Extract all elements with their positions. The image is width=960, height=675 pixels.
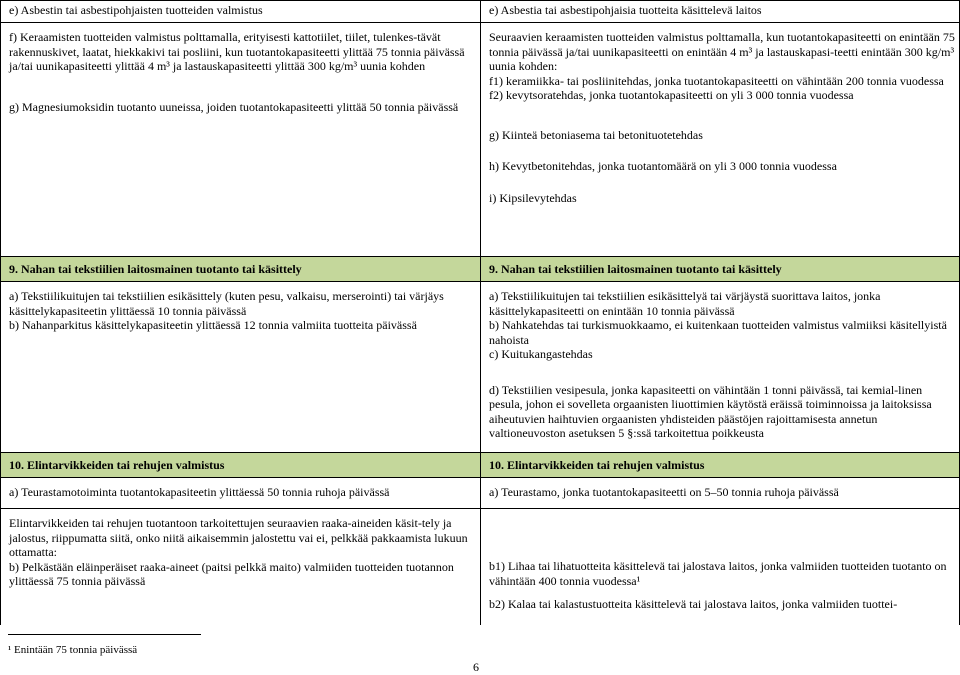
item-text: a) Tekstiilikuitujen tai tekstiilien esikäsittely (kuten pesu, valkaisu, merserointi) tai värjäys käsittelykapasiteetin ylittäessä 10 tonnia päivässä [9, 289, 444, 318]
item-text: b) Nahkatehdas tai turkismuokkaamo, ei kuitenkaan tuotteiden valmistus valmiiksi käsitellyistä nahoista [489, 318, 947, 347]
table-row [0, 478, 960, 509]
page-number: 6 [473, 660, 479, 674]
item-text: b) Pelkästään eläinperäiset raaka-aineet (paitsi pelkkä maito) valmiiden tuotteiden tuotannon ylittäessä 75 tonnia päivässä [9, 559, 454, 588]
footnote: ¹ Enintään 75 tonnia päivässä [8, 644, 138, 656]
section-header [481, 453, 960, 477]
item-text: f2) kevytsoratehdas, jonka tuotantokapasiteetti on yli 3 000 tonnia vuodessa [489, 88, 854, 102]
section-title: 10. Elintarvikkeiden tai rehujen valmistus [9, 458, 225, 472]
table-row [0, 23, 960, 257]
item-text: a) Teurastamo, jonka tuotantokapasiteetti on 5–50 tonnia ruhoja päivässä [489, 485, 839, 499]
section-title: 10. Elintarvikkeiden tai rehujen valmistus [489, 458, 705, 472]
item-text: f) Keraamisten tuotteiden valmistus polttamalla, erityisesti kattotiilet, tiilet, tulenkes-tävät rakennuskivet, laatat, hiekkakivi tai posliini, kun tuotantokapasiteetti ylittää 75 tonnia päivässä ja/tai uunikapasiteetti ylittää 4 m³ ja lastauskapasiteetti ylittää 300 kg/m³ uunia kohden [9, 30, 465, 73]
section-header-row [0, 257, 960, 282]
item-text: a) Teurastamotoiminta tuotantokapasiteetin ylittäessä 50 tonnia ruhoja päivässä [9, 485, 390, 499]
table-cell [0, 478, 481, 508]
item-text: f1) keramiikka- tai posliinitehdas, jonka tuotantokapasiteetti on vähintään 200 tonnia vuodessa [489, 73, 944, 88]
table-cell [481, 282, 960, 452]
item-text: e) Asbestia tai asbestipohjaisia tuotteita käsittelevä laitos [489, 3, 762, 17]
table-cell [0, 509, 481, 625]
item-text: b1) Lihaa tai lihatuotteita käsittelevä tai jalostava laitos, jonka valmiiden tuotteiden tuotanto on vähintään 400 tonnia vuodessa¹ [489, 559, 947, 588]
table-row [0, 509, 960, 625]
table-cell [481, 23, 960, 256]
section-title: 9. Nahan tai tekstiilien laitosmainen tuotanto tai käsittely [489, 262, 782, 276]
section-title: 9. Nahan tai tekstiilien laitosmainen tuotanto tai käsittely [9, 262, 302, 276]
section-header [0, 453, 481, 477]
table-cell [0, 282, 481, 452]
item-text: h) Kevytbetonitehdas, jonka tuotantomäärä on yli 3 000 tonnia vuodessa [489, 159, 837, 173]
table-row [0, 282, 960, 453]
table-row [0, 0, 960, 23]
item-text: Seuraavien keraamisten tuotteiden valmistus polttamalla, kun tuotantokapasiteetti on enintään 75 tonnia päivässä ja/tai uunikapasiteetti on enintään 4 m³ ja lastauskapasi-teetti enintään 300 kg/m³ uunia kohden: [489, 30, 955, 73]
item-text: d) Tekstiilien vesipesula, jonka kapasiteetti on vähintään 1 tonni päivässä, tai kemial-linen pesula, johon ei sovelleta orgaanisten liuottimien käytöstä eräissä toiminnoissa ja laitoksissa aiheutuvien haihtuvien orgaanisten yhdisteiden päästöjen rajoittamisesta annetun valtioneuvoston asetuksen 5 §:ssä tarkoitettua poikkeusta [489, 382, 932, 440]
section-header [0, 257, 481, 281]
item-text: a) Tekstiilikuitujen tai tekstiilien esikäsittelyä tai värjäystä suorittava laitos, jonka käsittelykapasiteetti on enintään 10 tonnia päivässä [489, 289, 881, 318]
table-cell [481, 1, 960, 22]
item-text: b2) Kalaa tai kalastustuotteita käsittelevä tai jalostava laitos, jonka valmiiden tuottei- [489, 597, 898, 611]
footnote-separator [8, 634, 201, 635]
item-text: g) Kiinteä betoniasema tai betonituotetehdas [489, 127, 703, 142]
table-cell [481, 478, 960, 508]
table-cell [0, 23, 481, 256]
item-text: Elintarvikkeiden tai rehujen tuotantoon tarkoitettujen seuraavien raaka-aineiden käsit-tely ja jalostus, riippumatta siitä, onko niitä aikaisemmin jalostettu vai ei, pelkkää pakkaamista lukuun ottamatta: [9, 516, 468, 559]
table-cell [0, 1, 481, 22]
item-text: g) Magnesiumoksidin tuotanto uuneissa, joiden tuotantokapasiteetti ylittää 50 tonnia päivässä [9, 99, 459, 114]
table-cell [481, 509, 960, 625]
item-text: i) Kipsilevytehdas [489, 190, 577, 205]
item-text: c) Kuitukangastehdas [489, 347, 593, 361]
item-text: e) Asbestin tai asbestipohjaisten tuotteiden valmistus [9, 3, 263, 17]
section-header [481, 257, 960, 281]
section-header-row [0, 453, 960, 478]
item-text: b) Nahanparkitus käsittelykapasiteetin ylittäessä 12 tonnia valmiita tuotteita päivässä [9, 318, 417, 332]
